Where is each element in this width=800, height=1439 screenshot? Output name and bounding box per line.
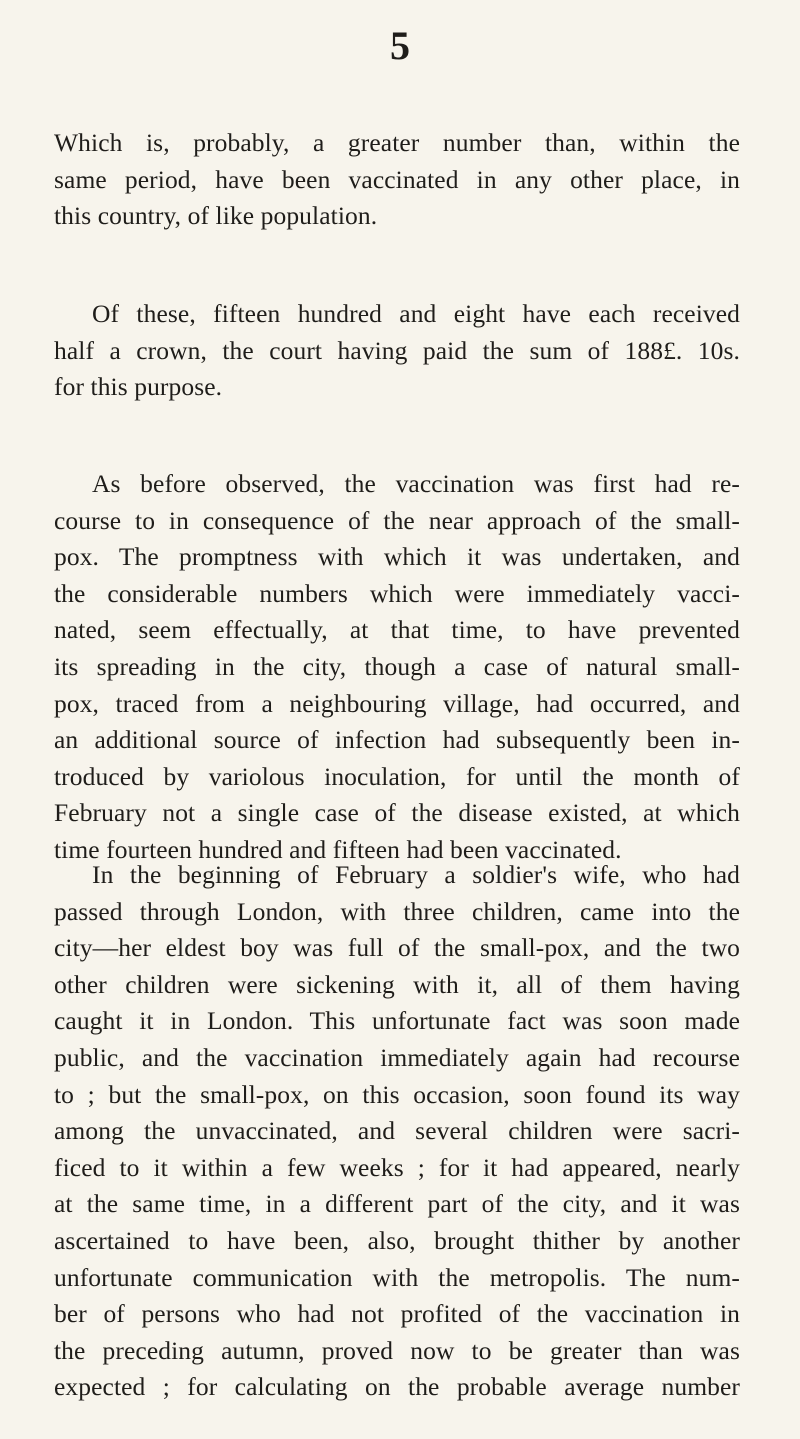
page-number: 5 bbox=[390, 23, 410, 68]
text-line: Of these, fifteen hundred and eight have each received bbox=[92, 299, 740, 328]
text-line: city—her eldest boy was full of the small-pox, and the two bbox=[54, 933, 740, 963]
text-line: In the beginning of February a soldier's wife, who had bbox=[92, 860, 740, 889]
text-line: to ; but the small-pox, on this occasion, soon found its way bbox=[54, 1079, 740, 1109]
text-line: caught it in London. This unfortunate fact was soon made bbox=[54, 1006, 740, 1036]
text-line: an additional source of infection had subsequently been in- bbox=[54, 725, 740, 755]
paragraph-2 bbox=[54, 296, 740, 406]
text-line: its spreading in the city, though a case of natural small- bbox=[54, 651, 740, 681]
text-line: ber of persons who had not profited of the vaccination in bbox=[54, 1299, 740, 1329]
text-line: pox, traced from a neighbouring village, had occurred, and bbox=[54, 688, 740, 718]
text-line: half a crown, the court having paid the sum of 188£. 10s. bbox=[54, 335, 740, 365]
text-line: the preceding autumn, proved now to be greater than was bbox=[54, 1335, 740, 1365]
text-line: passed through London, with three children, came into the bbox=[54, 896, 740, 926]
text-line: other children were sickening with it, all of them having bbox=[54, 969, 740, 999]
text-line: February not a single case of the disease existed, at which bbox=[54, 798, 740, 828]
paragraph-4 bbox=[54, 857, 740, 1406]
text-line: ascertained to have been, also, brought thither by another bbox=[54, 1225, 740, 1255]
paragraph-1 bbox=[54, 125, 740, 235]
text-line: among the unvaccinated, and several children were sacri- bbox=[54, 1116, 740, 1146]
text-line: Which is, probably, a greater number than, within the bbox=[54, 128, 740, 157]
text-line: course to in consequence of the near approach of the small- bbox=[54, 505, 740, 535]
text-line: ficed to it within a few weeks ; for it had appeared, nearly bbox=[54, 1152, 740, 1182]
text-line: As before observed, the vaccination was first had re- bbox=[92, 469, 740, 498]
text-line: troduced by variolous inoculation, for until the month of bbox=[54, 761, 740, 791]
text-line: for this purpose. bbox=[54, 372, 223, 402]
text-line: expected ; for calculating on the probable average number bbox=[54, 1372, 740, 1402]
text-line: at the same time, in a different part of the city, and it was bbox=[54, 1189, 740, 1219]
text-line: time fourteen hundred and fifteen had been vaccinated. bbox=[54, 834, 622, 864]
text-line: public, and the vaccination immediately again had recourse bbox=[54, 1042, 740, 1072]
text-line: unfortunate communication with the metropolis. The num- bbox=[54, 1262, 740, 1292]
text-line: the considerable numbers which were immediately vacci- bbox=[54, 578, 740, 608]
paragraph-3 bbox=[54, 466, 740, 869]
text-line: this country, of like population. bbox=[54, 201, 378, 231]
text-line: pox. The promptness with which it was undertaken, and bbox=[54, 542, 740, 572]
text-line: nated, seem effectually, at that time, to have prevented bbox=[54, 615, 740, 645]
text-line: same period, have been vaccinated in any other place, in bbox=[54, 164, 740, 194]
